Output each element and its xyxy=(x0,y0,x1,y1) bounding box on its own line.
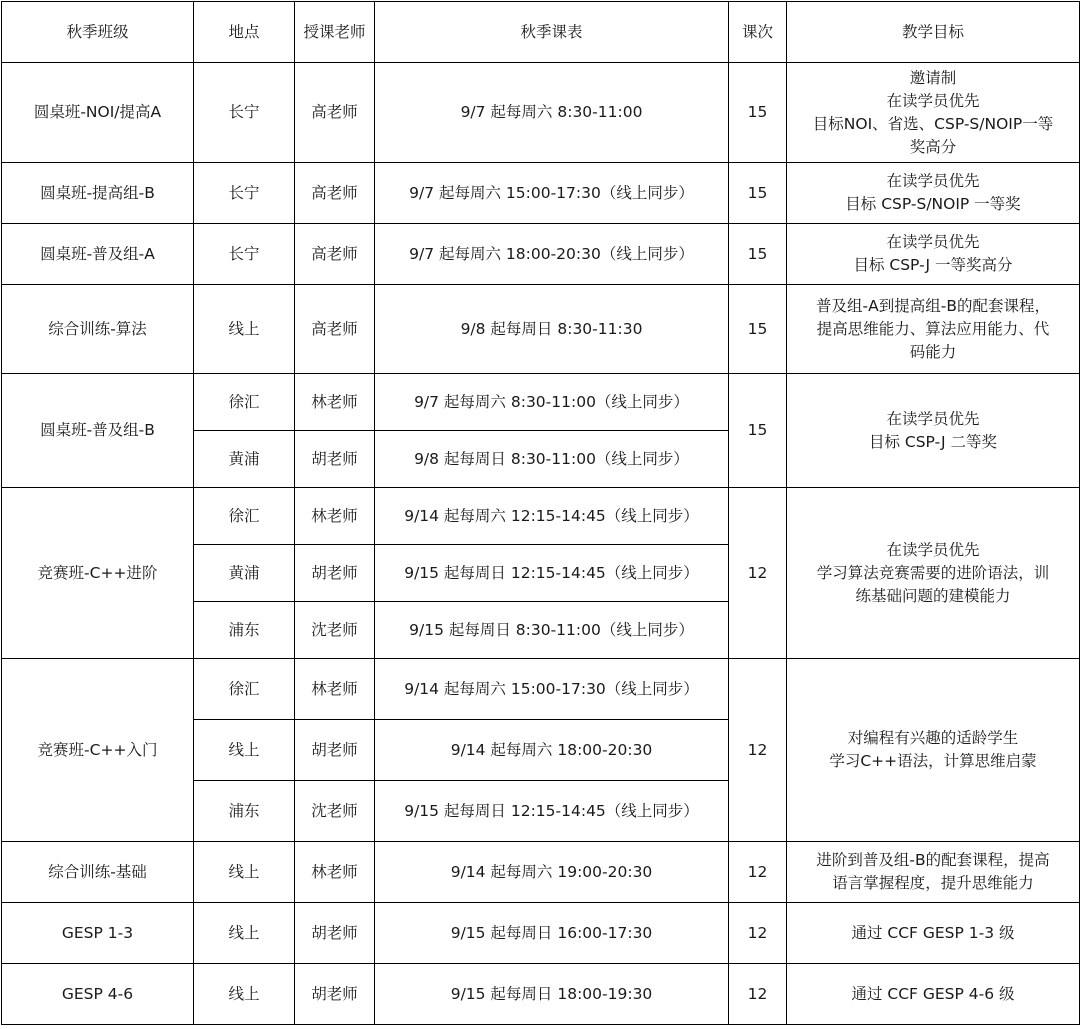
schedule-cell: 9/15 起每周日 12:15-14:45（线上同步） xyxy=(375,781,729,842)
table-row xyxy=(2,163,1080,224)
teacher-cell: 高老师 xyxy=(295,163,375,224)
teacher-cell: 林老师 xyxy=(295,374,375,431)
teacher-cell: 高老师 xyxy=(295,63,375,163)
header-schedule: 秋季课表 xyxy=(375,2,729,63)
goal-line: 在读学员优先 xyxy=(886,91,980,110)
table-row xyxy=(2,63,1080,163)
goal-line: 语言掌握程度，提升思维能力 xyxy=(832,874,1034,892)
schedule-cell: 9/14 起每周六 15:00-17:30（线上同步） xyxy=(375,659,729,720)
location-cell: 线上 xyxy=(194,842,295,903)
location-cell: 长宁 xyxy=(194,163,295,224)
goal-cell xyxy=(787,488,1080,659)
location-cell: 黄浦 xyxy=(194,431,295,488)
lessons-cell: 15 xyxy=(729,224,787,285)
class-cell: 圆桌班-普及组-A xyxy=(2,224,194,285)
location-cell: 黄浦 xyxy=(194,545,295,602)
location-cell: 线上 xyxy=(194,964,295,1025)
class-cell: GESP 4-6 xyxy=(2,964,194,1025)
header-location: 地点 xyxy=(194,2,295,63)
goal-cell xyxy=(787,63,1080,163)
class-cell: 圆桌班-提高组-B xyxy=(2,163,194,224)
lessons-cell: 12 xyxy=(729,488,787,659)
teacher-cell: 林老师 xyxy=(295,488,375,545)
goal-line: 在读学员优先 xyxy=(886,233,980,251)
table-row xyxy=(2,964,1080,1025)
schedule-cell: 9/7 起每周六 8:30-11:00 xyxy=(375,63,729,163)
teacher-cell: 高老师 xyxy=(295,224,375,285)
table-row xyxy=(2,903,1080,964)
lessons-cell: 12 xyxy=(729,659,787,842)
table-row xyxy=(2,374,1080,431)
goal-cell xyxy=(787,374,1080,488)
class-cell: 综合训练-算法 xyxy=(2,285,194,374)
goal-cell xyxy=(787,285,1080,374)
class-cell: 圆桌班-普及组-B xyxy=(2,374,194,488)
table-row xyxy=(2,224,1080,285)
location-cell: 线上 xyxy=(194,903,295,964)
schedule-table xyxy=(1,1,1080,1025)
lessons-cell: 15 xyxy=(729,63,787,163)
location-cell: 长宁 xyxy=(194,224,295,285)
goal-line: 目标NOI、省选、CSP-S/NOIP一等 xyxy=(812,114,1054,133)
teacher-cell: 胡老师 xyxy=(295,720,375,781)
goal-line: 通过 CCF GESP 4-6 级 xyxy=(851,984,1015,1003)
header-row xyxy=(2,2,1080,63)
goal-cell xyxy=(787,964,1080,1025)
class-cell: 综合训练-基础 xyxy=(2,842,194,903)
location-cell: 线上 xyxy=(194,285,295,374)
teacher-cell: 胡老师 xyxy=(295,964,375,1025)
schedule-cell: 9/7 起每周六 15:00-17:30（线上同步） xyxy=(375,163,729,224)
goal-cell xyxy=(787,659,1080,842)
goal-line: 练基础问题的建模能力 xyxy=(855,586,1011,605)
lessons-cell: 15 xyxy=(729,285,787,374)
schedule-cell: 9/14 起每周六 12:15-14:45（线上同步） xyxy=(375,488,729,545)
table-row xyxy=(2,285,1080,374)
goal-line: 进阶到普及组-B的配套课程，提高 xyxy=(816,851,1050,869)
location-cell: 徐汇 xyxy=(194,488,295,545)
schedule-cell: 9/15 起每周日 18:00-19:30 xyxy=(375,964,729,1025)
goal-line: 对编程有兴趣的适龄学生 xyxy=(847,729,1019,747)
location-cell: 浦东 xyxy=(194,602,295,659)
goal-line: 提高思维能力、算法应用能力、代 xyxy=(816,319,1050,338)
goal-line: 目标 CSP-J 一等奖高分 xyxy=(853,256,1013,274)
goal-cell xyxy=(787,842,1080,903)
header-lessons: 课次 xyxy=(729,2,787,63)
goal-line: 邀请制 xyxy=(909,68,957,87)
lessons-cell: 15 xyxy=(729,374,787,488)
goal-line: 在读学员优先 xyxy=(886,172,980,190)
location-cell: 长宁 xyxy=(194,63,295,163)
teacher-cell: 沈老师 xyxy=(295,781,375,842)
goal-cell xyxy=(787,903,1080,964)
schedule-cell: 9/7 起每周六 8:30-11:00（线上同步） xyxy=(375,374,729,431)
class-cell: GESP 1-3 xyxy=(2,903,194,964)
goal-line: 目标 CSP-S/NOIP 一等奖 xyxy=(845,195,1021,213)
class-cell: 圆桌班-NOI/提高A xyxy=(2,63,194,163)
table-row xyxy=(2,659,1080,720)
goal-line: 普及组-A到提高组-B的配套课程， xyxy=(816,296,1050,315)
teacher-cell: 胡老师 xyxy=(295,903,375,964)
goal-cell xyxy=(787,163,1080,224)
goal-line: 通过 CCF GESP 1-3 级 xyxy=(851,923,1015,942)
schedule-cell: 9/8 起每周日 8:30-11:00（线上同步） xyxy=(375,431,729,488)
class-cell: 竞赛班-C++进阶 xyxy=(2,488,194,659)
goal-line: 学习C++语法，计算思维启蒙 xyxy=(829,752,1037,770)
header-goal: 教学目标 xyxy=(787,2,1080,63)
teacher-cell: 沈老师 xyxy=(295,602,375,659)
schedule-cell: 9/15 起每周日 12:15-14:45（线上同步） xyxy=(375,545,729,602)
header-teacher: 授课老师 xyxy=(295,2,375,63)
class-cell: 竞赛班-C++入门 xyxy=(2,659,194,842)
goal-line: 在读学员优先 xyxy=(886,409,980,428)
goal-line: 在读学员优先 xyxy=(886,540,980,559)
table-row xyxy=(2,488,1080,545)
location-cell: 线上 xyxy=(194,720,295,781)
teacher-cell: 林老师 xyxy=(295,659,375,720)
table-row xyxy=(2,842,1080,903)
header-class: 秋季班级 xyxy=(2,2,194,63)
schedule-cell: 9/15 起每周日 16:00-17:30 xyxy=(375,903,729,964)
location-cell: 徐汇 xyxy=(194,374,295,431)
schedule-cell: 9/14 起每周六 19:00-20:30 xyxy=(375,842,729,903)
schedule-cell: 9/8 起每周日 8:30-11:30 xyxy=(375,285,729,374)
schedule-cell: 9/15 起每周日 8:30-11:00（线上同步） xyxy=(375,602,729,659)
lessons-cell: 15 xyxy=(729,163,787,224)
lessons-cell: 12 xyxy=(729,842,787,903)
lessons-cell: 12 xyxy=(729,964,787,1025)
lessons-cell: 12 xyxy=(729,903,787,964)
location-cell: 徐汇 xyxy=(194,659,295,720)
schedule-cell: 9/7 起每周六 18:00-20:30（线上同步） xyxy=(375,224,729,285)
goal-cell xyxy=(787,224,1080,285)
goal-line: 目标 CSP-J 二等奖 xyxy=(868,432,998,451)
teacher-cell: 林老师 xyxy=(295,842,375,903)
goal-line: 奖高分 xyxy=(909,137,957,156)
teacher-cell: 胡老师 xyxy=(295,545,375,602)
goal-line: 学习算法竞赛需要的进阶语法，训 xyxy=(816,563,1050,582)
schedule-cell: 9/14 起每周六 18:00-20:30 xyxy=(375,720,729,781)
goal-line: 码能力 xyxy=(909,342,957,361)
location-cell: 浦东 xyxy=(194,781,295,842)
teacher-cell: 高老师 xyxy=(295,285,375,374)
teacher-cell: 胡老师 xyxy=(295,431,375,488)
